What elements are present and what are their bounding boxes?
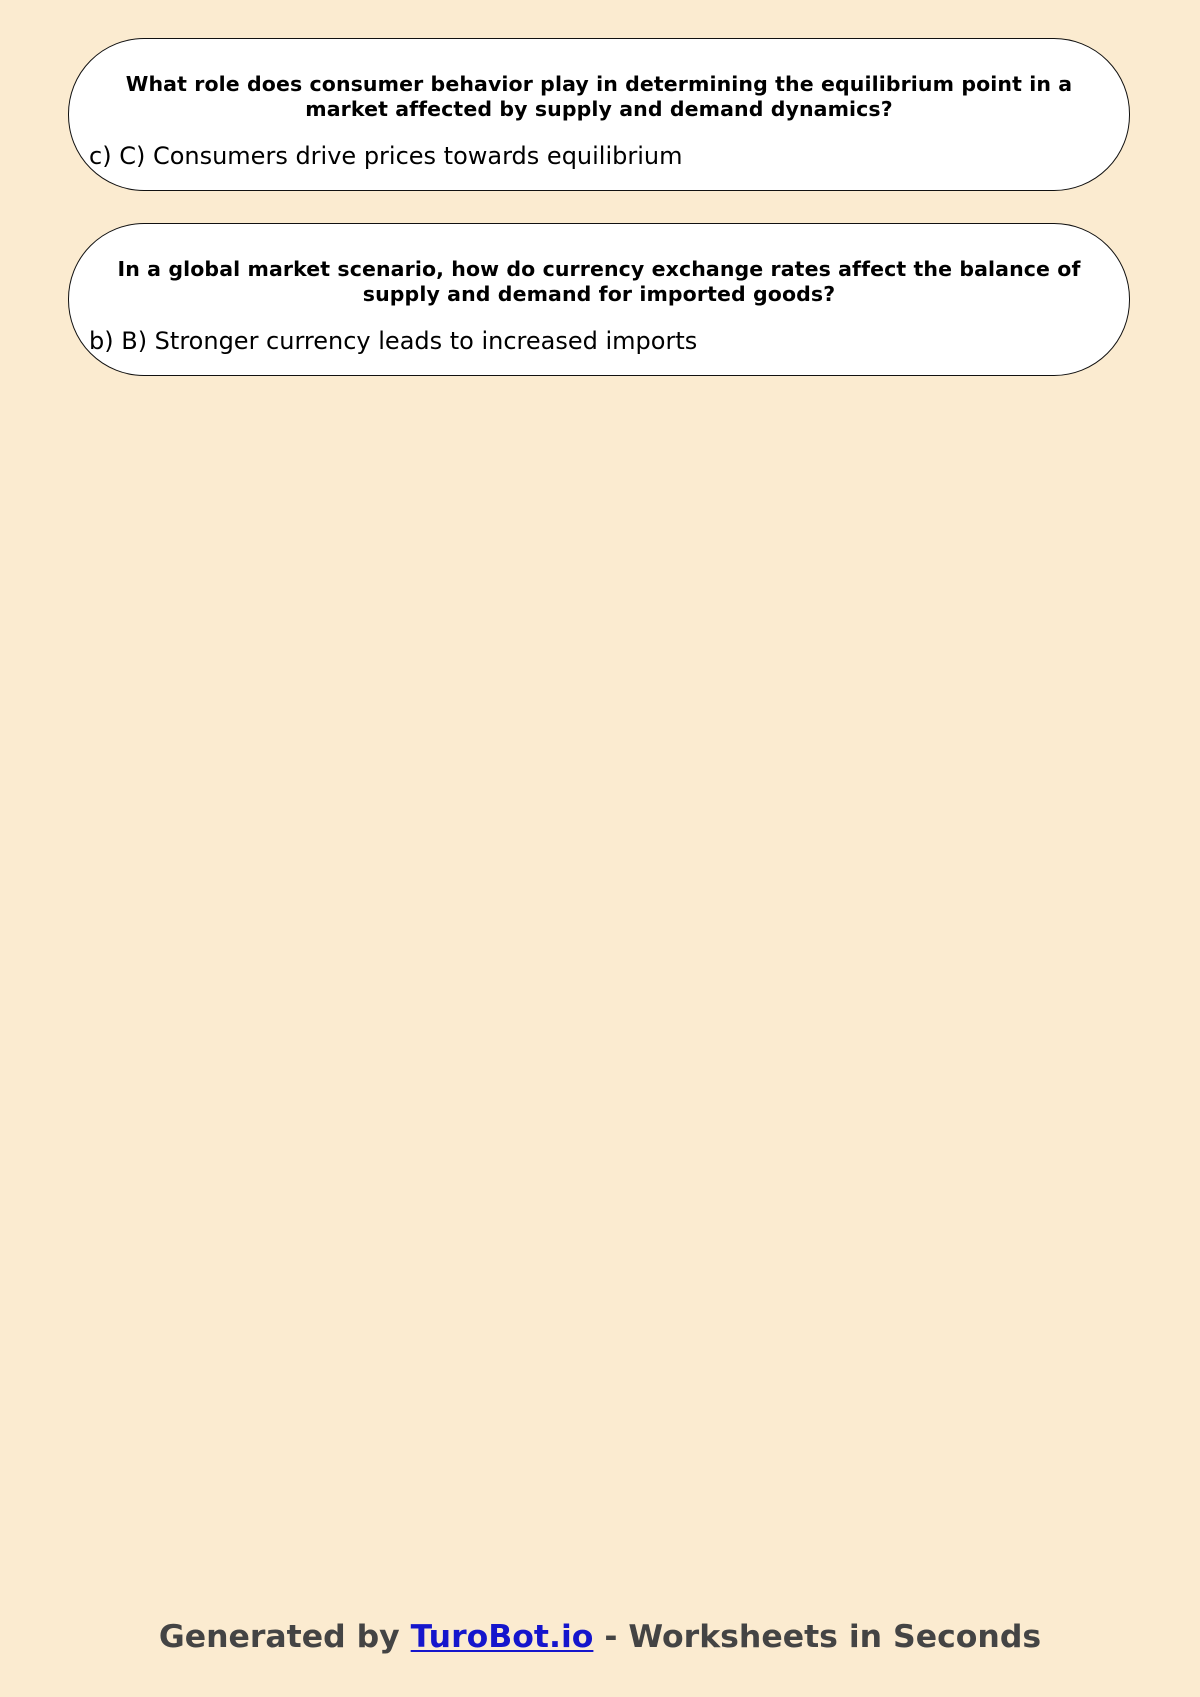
footer-prefix: Generated by xyxy=(158,1619,411,1655)
footer xyxy=(0,1617,1200,1657)
question-card xyxy=(68,223,1130,376)
answer-text: b) B) Stronger currency leads to increased imports xyxy=(89,327,698,355)
question-card xyxy=(68,38,1130,191)
question-text: In a global market scenario, how do currency exchange rates affect the balance of supply and demand for imported goods? xyxy=(117,257,1081,306)
turobot-link[interactable]: TuroBot.io xyxy=(410,1619,594,1655)
answer-text: c) C) Consumers drive prices towards equilibrium xyxy=(89,142,683,170)
question-text: What role does consumer behavior play in determining the equilibrium point in a market affected by supply and demand dynamics? xyxy=(125,72,1073,121)
footer-suffix: - Worksheets in Seconds xyxy=(593,1619,1042,1655)
